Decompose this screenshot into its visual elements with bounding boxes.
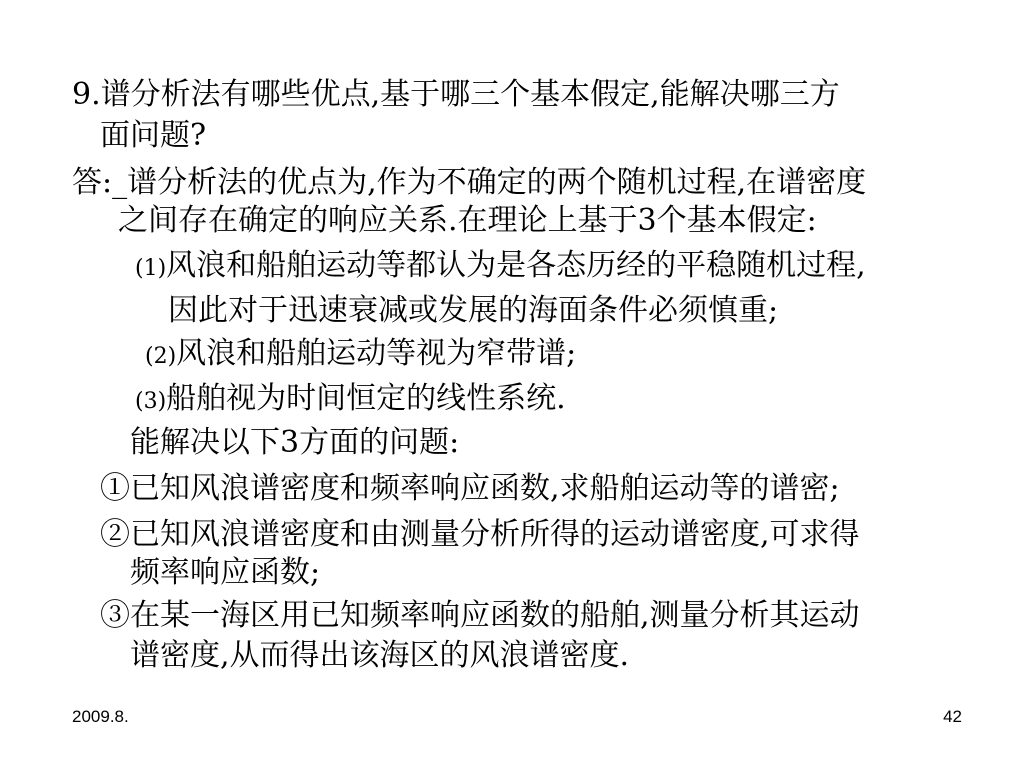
assumption-1-number: (1) (135, 256, 167, 281)
footer-date: 2009.8. (72, 707, 129, 726)
assumption-1-line-2: 因此对于迅速衰减或发展的海面条件必须慎重; (168, 293, 779, 328)
problem-item-3-line-1: ③在某一海区用已知频率响应函数的船舶,测量分析其运动 (100, 598, 860, 633)
problem-item-2-line-1: ②已知风浪谱密度和由测量分析所得的运动谱密度,可求得 (100, 517, 860, 552)
answer-line-1: 答:_谱分析法的优点为,作为不确定的两个随机过程,在谱密度 (72, 165, 867, 200)
assumption-3-number: (3) (135, 389, 167, 414)
problem-item-2-line-2: 频率响应函数; (130, 555, 321, 590)
assumption-3 (135, 380, 566, 421)
page-number: 42 (943, 707, 962, 726)
answer-line-2: 之间存在确定的响应关系.在理论上基于3个基本假定: (118, 203, 817, 238)
assumption-2-text: 风浪和船舶运动等视为窄带谱; (176, 336, 577, 371)
solves-intro: 能解决以下3方面的问题: (130, 425, 460, 460)
assumption-1-line-1 (135, 247, 866, 288)
assumption-3-text: 船舶视为时间恒定的线性系统. (166, 381, 566, 416)
question-line-2: 面问题? (100, 118, 207, 153)
problem-item-3-line-2: 谱密度,从而得出该海区的风浪谱密度. (130, 638, 630, 673)
assumption-1-text: 风浪和船舶运动等都认为是各态历经的平稳随机过程, (166, 248, 866, 283)
problem-item-1: ①已知风浪谱密度和频率响应函数,求船舶运动等的谱密; (100, 471, 840, 506)
question-line-1: 9.谱分析法有哪些优点,基于哪三个基本假定,能解决哪三方 (72, 77, 840, 112)
assumption-2-number: (2) (145, 344, 177, 369)
assumption-2 (145, 335, 576, 376)
